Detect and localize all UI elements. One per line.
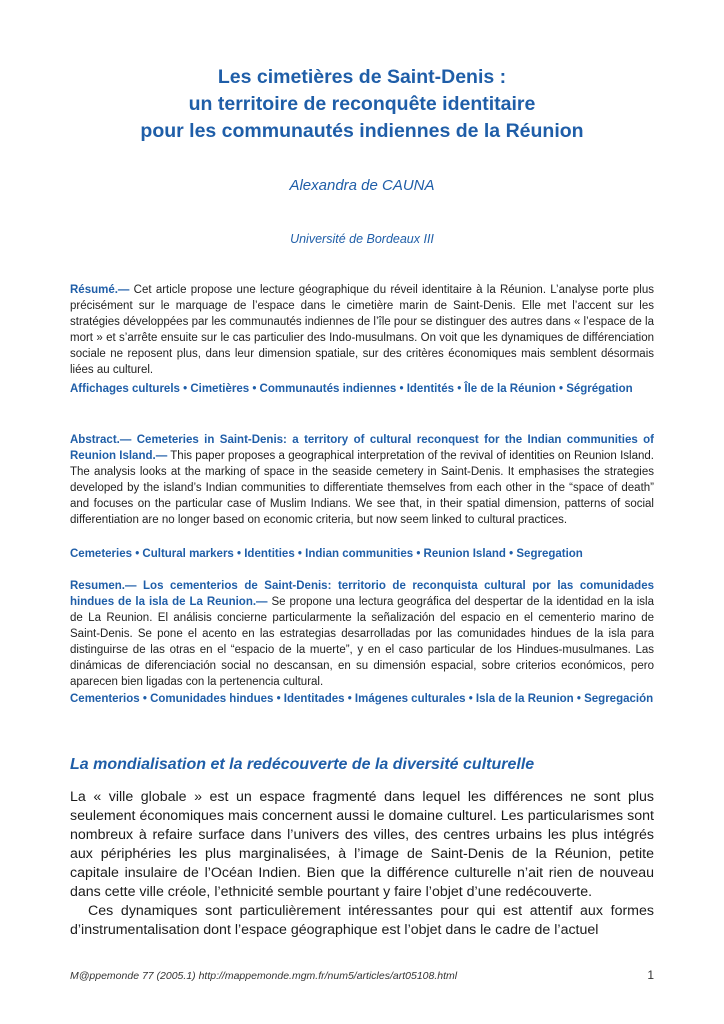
author-affiliation: Université de Bordeaux III	[290, 232, 434, 246]
article-title	[60, 64, 664, 145]
section-heading: La mondialisation et la redécouverte de la diversité culturelle	[70, 756, 535, 773]
body-text	[70, 788, 654, 940]
resumen-text: Se propone una lectura geográfica del despertar de la identidad en la isla de La Reunion. El análisis concierne particularmente la señalización del espacio en el cementerio marino de Saint-Denis. Se pone el acento en las estrategias desarrolladas por las comunidades hindues de la isla para distinguirse de las otras en el “espacio de la muerte”, y en el caso particular de los Hindues-musulmanes. Las dinámicas de diferenciación social no descansan, en su dimensión espacial, sobre criterios económicos, pero aparecen bien ligadas con la pertenencia cultural.	[70, 596, 654, 688]
footer-citation: M@ppemonde 77 (2005.1) http://mappemonde.mgm.fr/num5/articles/art05108.html	[70, 970, 458, 982]
page-number: 1	[647, 968, 654, 982]
title-line-2: un territoire de reconquête identitaire	[188, 93, 536, 115]
resume-text: Cet article propose une lecture géographique du réveil identitaire à la Réunion. L’analyse porte plus précisément sur le marquage de l’espace dans le cimetière marin de Saint-Denis. Elle met l’accent sur les stratégies développées par les communautés indiennes de l’île pour se distinguer des autres dans « l’espace de la mort » et s’arrête ensuite sur le cas particulier des Indo-musulmans. On voit que les dynamiques de différenciation sociale ne reposent plus, dans leur dimension spatiale, sur des critères économiques mais semblent désormais liées au culturel.	[70, 284, 654, 376]
resumen-keywords: Cementerios • Comunidades hindues • Identitades • Imágenes culturales • Isla de la Reunion • Segregación	[70, 693, 654, 705]
body-paragraph-2: Ces dynamiques sont particulièrement intéressantes pour qui est attentif aux formes d’instrumentalisation dont l’espace géographique est l’objet dans le cadre de l’actuel	[70, 903, 654, 938]
abstract-keywords: Cemeteries • Cultural markers • Identities • Indian communities • Reunion Island • Segregation	[70, 548, 583, 560]
body-paragraph-1: La « ville globale » est un espace fragmenté dans lequel les différences ne sont plus seulement économiques mais concernent aussi le domaine culturel. Les particularismes sont nombreux à refaire surface dans l’univers des villes, des centres urbains les plus intégrés aux périphéries les plus marginalisées, à l’image de Saint-Denis de la Réunion, petite capitale insulaire de l’Océan Indien. Bien que la différence culturelle n’ait rien de nouveau dans cette ville créole, l’ethnicité semble pourtant y faire l’objet d’une redécouverte.	[70, 789, 654, 900]
author-name: Alexandra de CAUNA	[289, 177, 435, 194]
abstract-label: Abstract.— Cemeteries in Saint-Denis: a territory of cultural reconquest for the Indian communities of Reunion Island.—	[70, 434, 654, 462]
abstract-text: This paper proposes a geographical interpretation of the revival of identities on Reunion Island. The analysis looks at the marking of space in the seaside cemetery in Saint-Denis. It emphasises the strategies developed by the island’s Indian communities to differentiate themselves from each other in the “space of death” and focuses on the particular case of Muslim Indians. We see that, in their spatial dimension, patterns of social differentiation are no longer based on economic criteria, but now seem linked to cultural practices.	[70, 450, 654, 526]
resumen-paragraph	[70, 578, 654, 690]
abstract-paragraph	[70, 432, 654, 528]
title-line-1: Les cimetières de Saint-Denis :	[217, 66, 507, 88]
resume-keywords: Affichages culturels • Cimetières • Communautés indiennes • Identités • Île de la Réunion • Ségrégation	[70, 383, 633, 395]
resumen-label: Resumen.— Los cementerios de Saint-Denis: territorio de reconquista cultural por las comunidades hindues de la isla de La Reunion.—	[70, 580, 654, 608]
title-line-3: pour les communautés indiennes de la Réunion	[140, 120, 584, 142]
resume-paragraph	[70, 282, 654, 378]
resume-label: Résumé.—	[70, 284, 130, 296]
